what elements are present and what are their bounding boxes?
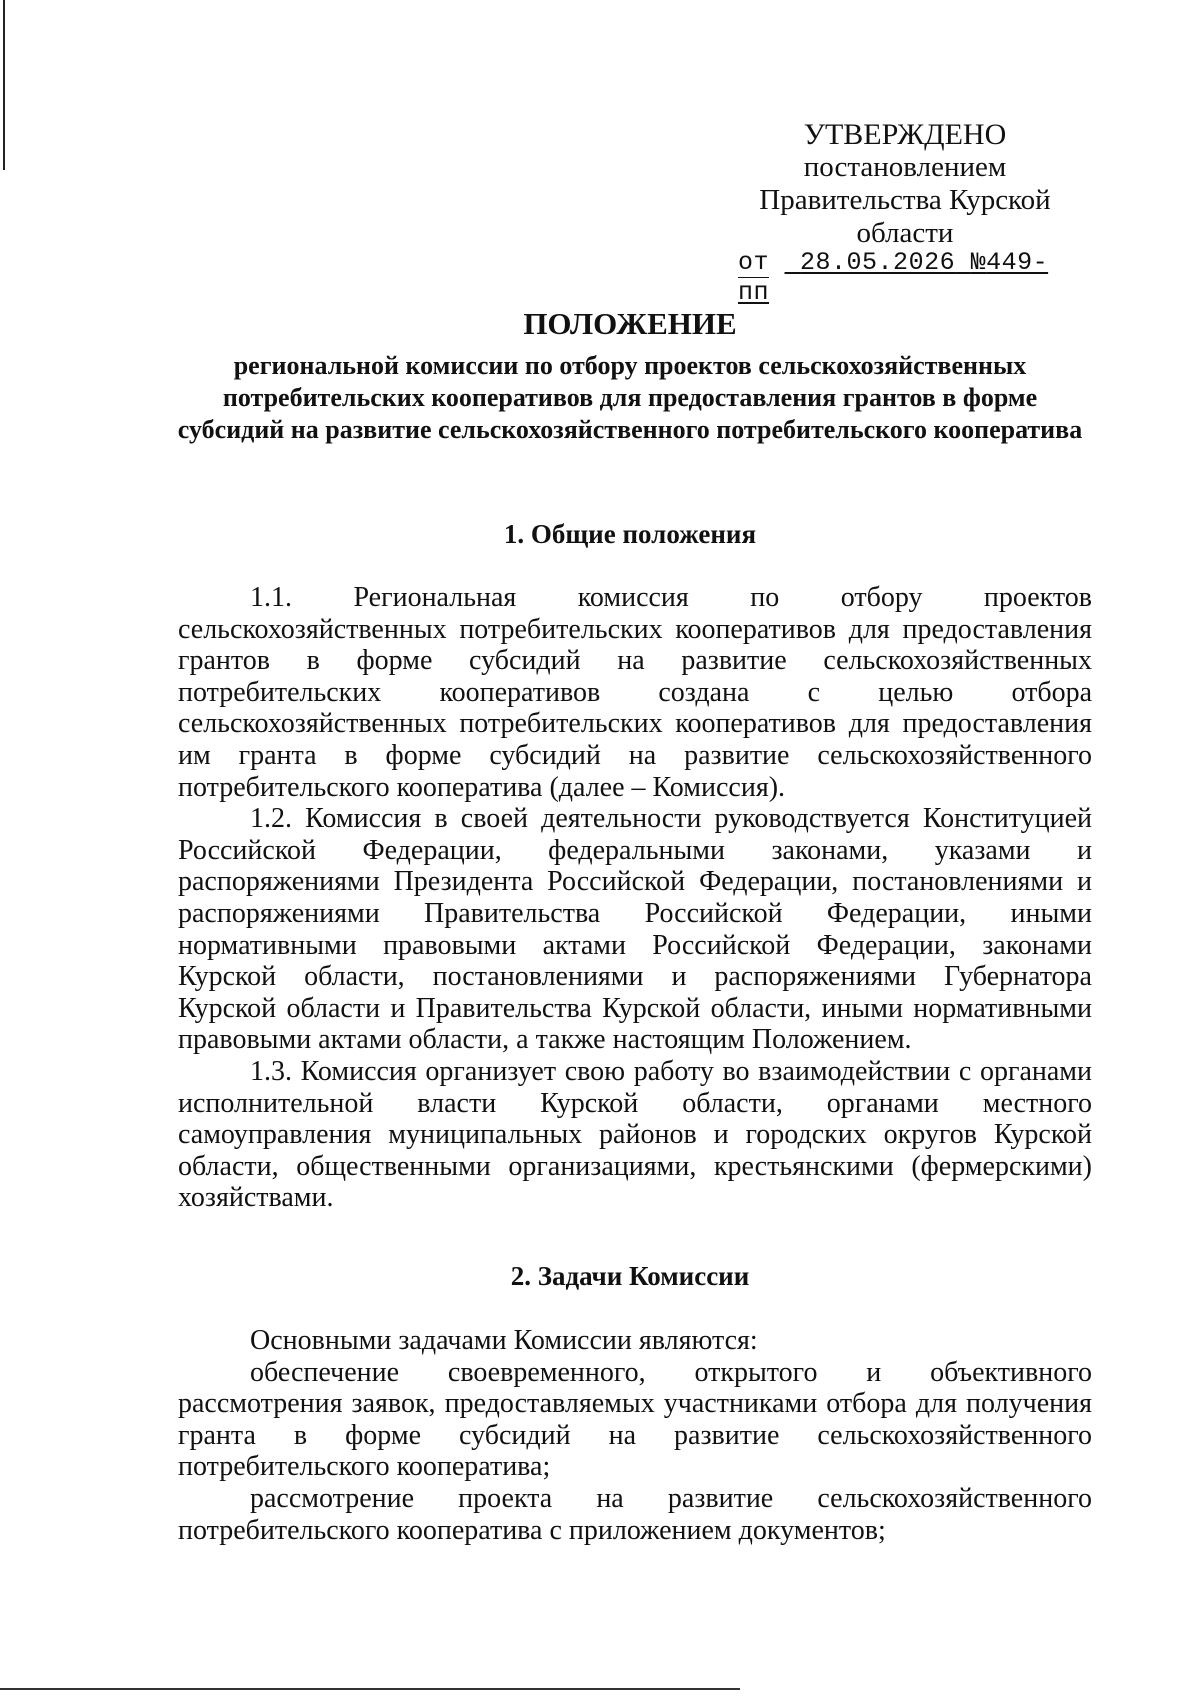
document-subtitle: региональной комиссии по отбору проектов сельскохозяйственных потребительских кооперативов для предоставления грантов в форме субсидий на развитие сельскохозяйственного потребительского кооператива — [177, 351, 1083, 444]
date-prefix: от — [738, 248, 770, 277]
section-2-heading: 2. Задачи Комиссии — [510, 1261, 750, 1291]
paragraph-1-3: 1.3. Комиссия организует свою работу во взаимодействии с органами исполнительной власти Курской области, органами местного самоуправления муниципальных районов и городских округов Курской области, общественными организациями, крестьянскими (фермерскими) хозяйствами. — [178, 1055, 1092, 1214]
approval-stamp-block — [740, 118, 1070, 250]
paragraph-1-1: 1.1. Региональная комиссия по отбору проектов сельскохозяйственных потребительских кооперативов для предоставления грантов в форме субсидий на развитие сельскохозяйственных потребительских кооперативов создана с целью отбора сельскохозяйственных потребительских кооперативов для предоставления им гранта в форме субсидий на развитие сельскохозяйственного потребительского кооператива (далее – Комиссия). — [178, 582, 1092, 803]
section-2-intro: Основными задачами Комиссии являются: — [250, 1325, 758, 1356]
task-item-1: обеспечение своевременного, открытого и объективного рассмотрения заявок, предоставляемых участниками отбора для получения гранта в форме субсидий на развитие сельскохозяйственного потребительского кооператива; — [178, 1356, 1092, 1483]
approval-date-line — [738, 248, 1068, 308]
scan-edge-left — [3, 0, 5, 170]
number-sign: № — [970, 248, 987, 277]
approval-line-region: области — [856, 217, 954, 249]
section-1-body — [178, 582, 1092, 1214]
document-title: ПОЛОЖЕНИЕ — [523, 306, 737, 341]
approval-number: 449-пп — [738, 248, 1049, 307]
approval-heading: УТВЕРЖДЕНО — [803, 118, 1007, 151]
paragraph-1-2: 1.2. Комиссия в своей деятельности руководствуется Конституцией Российской Федерации, федеральными законами, указами и распоряжениями Президента Российской Федерации, постановлениями и распоряжениями Правительства Российской Федерации, иными нормативными правовыми актами Российской Федерации, законами Курской области, постановлениями и распоряжениями Губернатора Курской области и Правительства Курской области, иными нормативными правовыми актами области, а также настоящим Положением. — [178, 803, 1092, 1056]
approval-date: 28.05.2026 — [800, 248, 956, 277]
approval-line-government: Правительства Курской — [759, 184, 1051, 216]
task-item-2: рассмотрение проекта на развитие сельскохозяйственного потребительского кооператива с приложением документов; — [178, 1482, 1092, 1546]
section-2-body — [178, 1325, 1092, 1546]
approval-line-resolution: постановлением — [803, 151, 1007, 183]
section-1-heading: 1. Общие положения — [503, 519, 757, 549]
scan-edge-bottom — [0, 1688, 740, 1690]
